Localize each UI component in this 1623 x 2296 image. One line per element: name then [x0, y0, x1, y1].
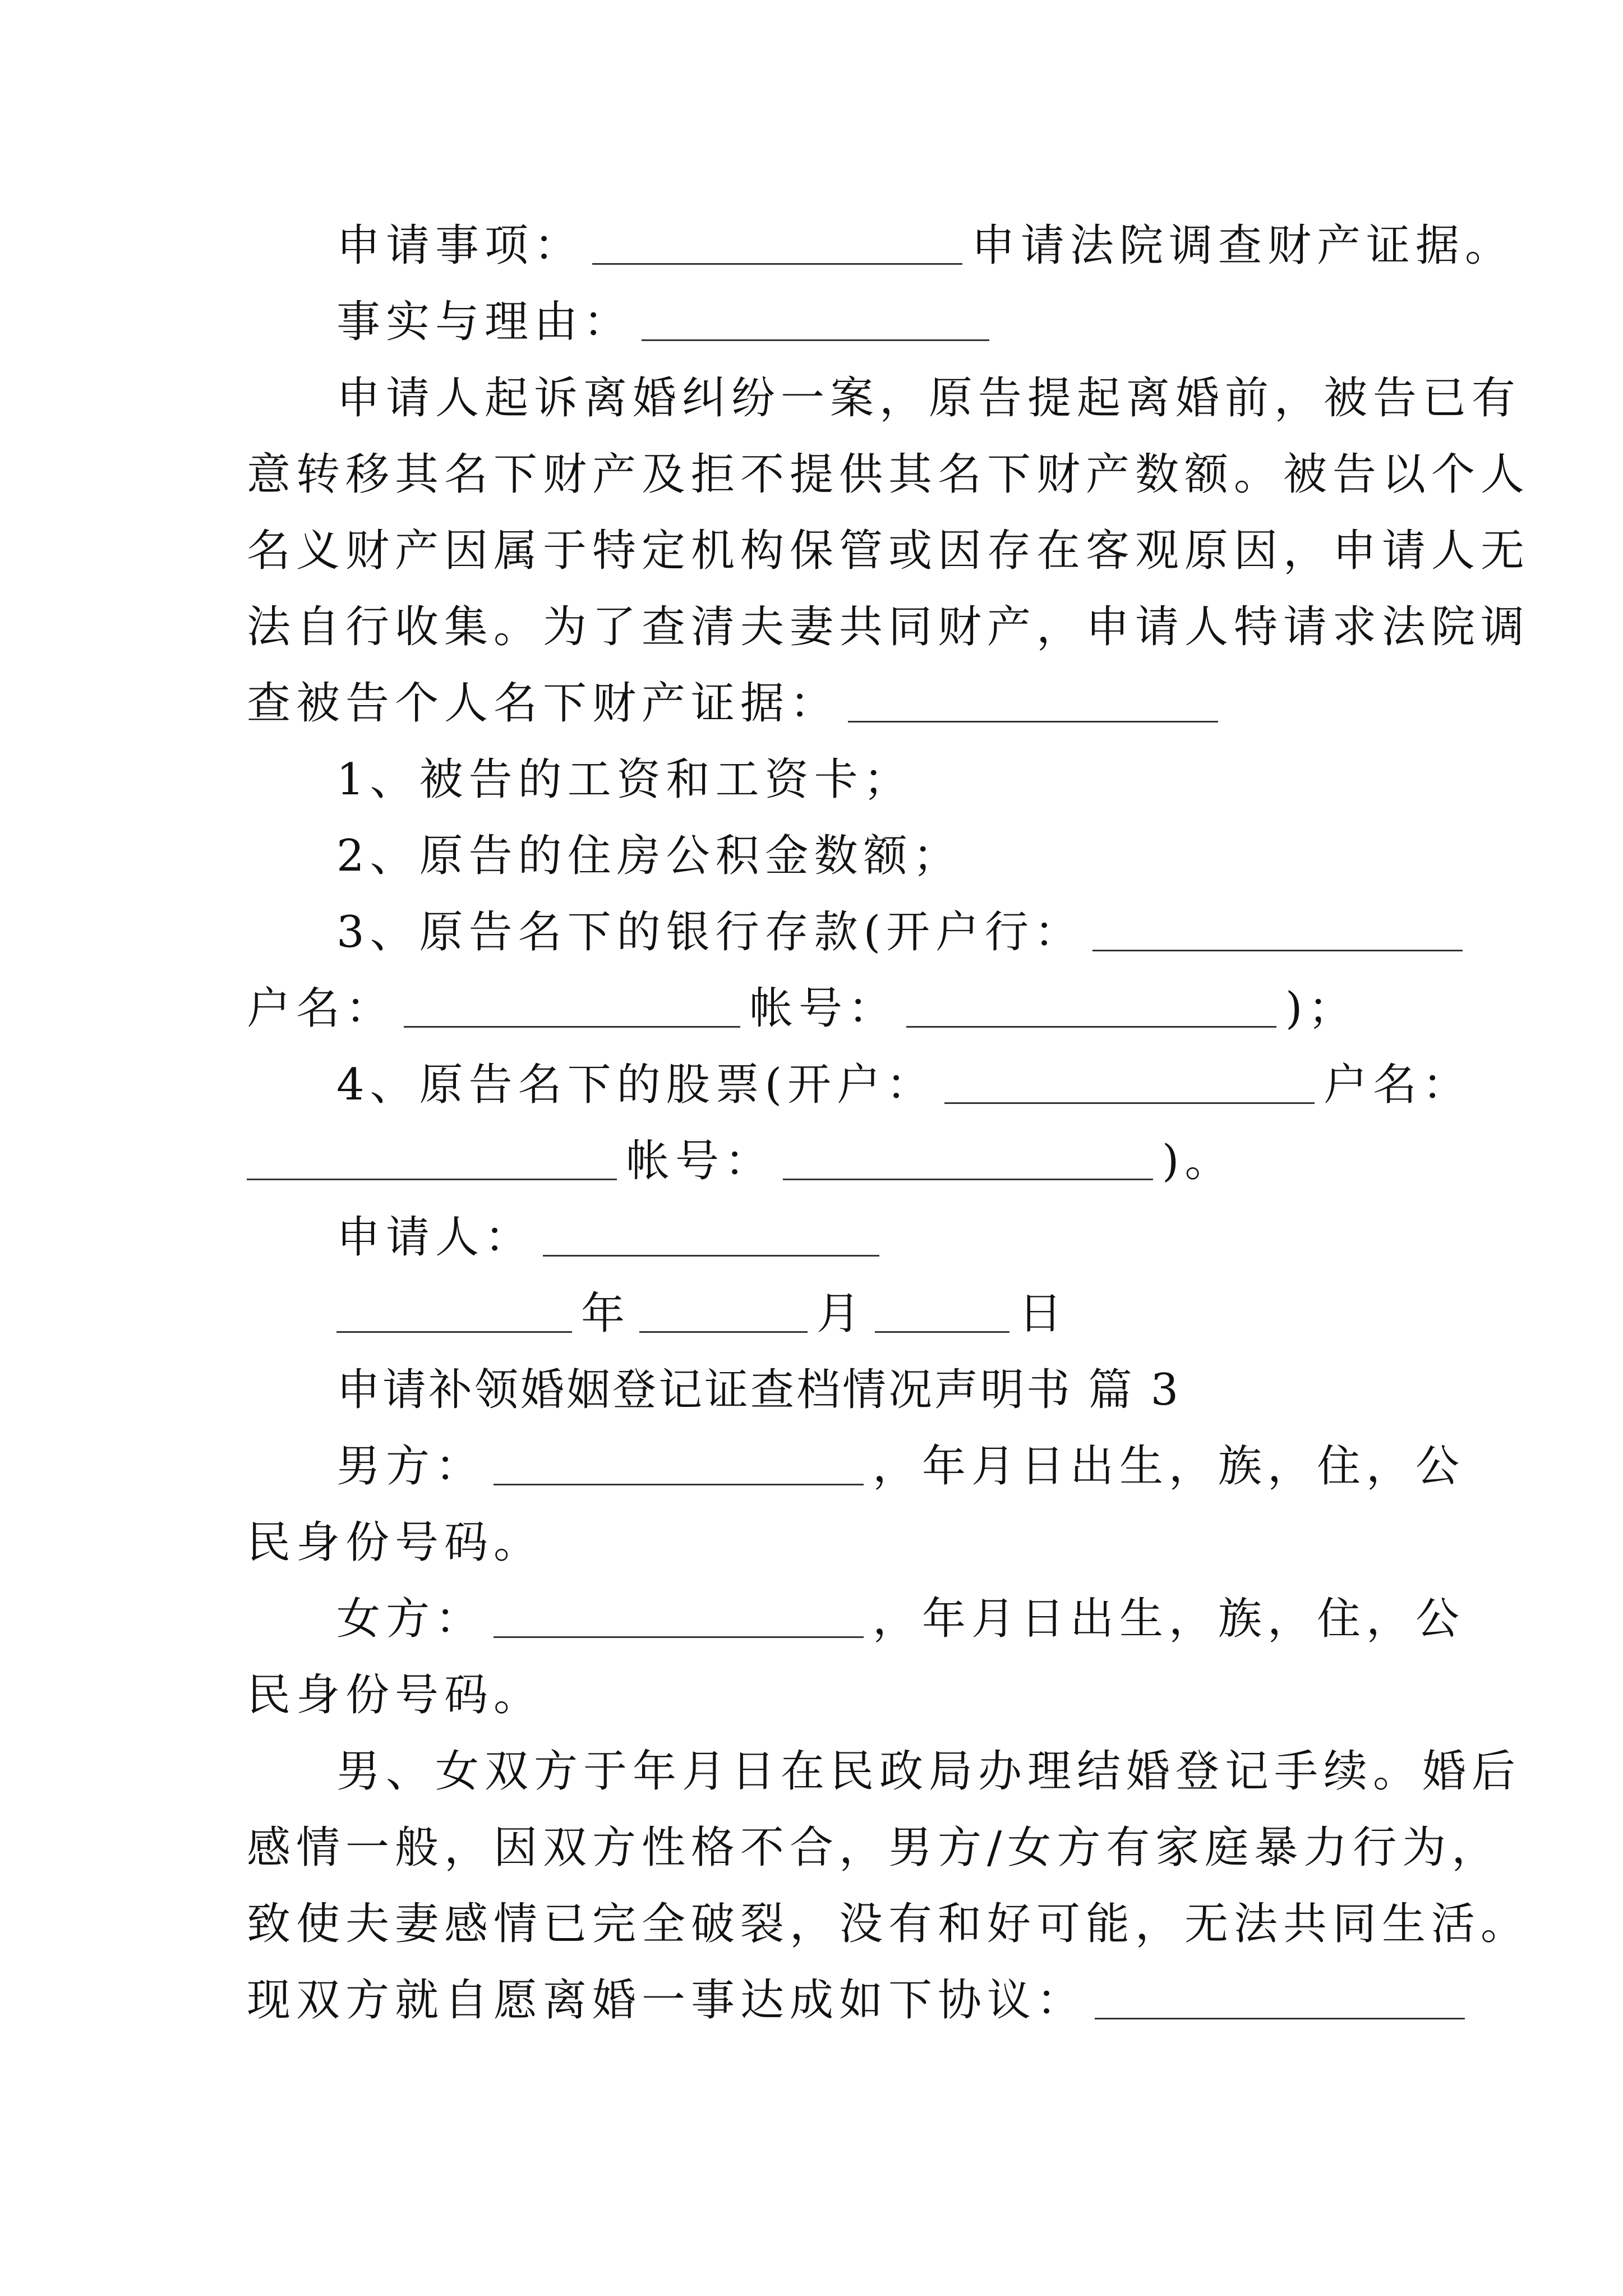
stock-account-blank[interactable]	[944, 1052, 1315, 1104]
facts-reasons-line	[336, 284, 1503, 360]
day-blank[interactable]	[875, 1281, 1009, 1333]
female-line-cont: 民身份号码。	[247, 1670, 543, 1720]
application-matters-blank[interactable]	[592, 213, 962, 265]
account-name-blank[interactable]	[404, 976, 740, 1028]
list-item-4-end: )。	[1162, 1136, 1234, 1186]
male-line	[336, 1428, 1503, 1504]
paragraph-text: 查被告个人名下财产证据：	[247, 678, 840, 729]
applicant-blank[interactable]	[543, 1204, 879, 1257]
male-line-cont: 民身份号码。	[247, 1517, 543, 1568]
bank-branch-blank[interactable]	[1092, 899, 1463, 951]
paragraph-line: 名义财产因属于特定机构保管或因存在客观原因，申请人无	[247, 526, 1530, 576]
account-number-blank[interactable]	[906, 976, 1276, 1028]
account-name-label: 户名：	[247, 983, 395, 1034]
applicant-label: 申请人：	[336, 1212, 534, 1263]
facts-reasons-label: 事实与理由：	[336, 297, 633, 347]
paragraph-line: 感情一般，因双方性格不合，男方/女方有家庭暴力行为，	[247, 1823, 1501, 1873]
paragraph-line: 申请人起诉离婚纠纷一案，原告提起离婚前，被告已有	[336, 373, 1521, 424]
male-text: ，年月日出生，族，住，公	[873, 1441, 1465, 1492]
paragraph-line	[247, 665, 1413, 742]
female-line	[336, 1581, 1503, 1657]
paragraph-line: 意转移其名下财产及拒不提供其名下财产数额。被告以个人	[247, 449, 1530, 500]
month-label: 月	[817, 1289, 866, 1339]
date-line	[336, 1276, 1503, 1352]
male-label: 男方：	[336, 1441, 485, 1492]
application-matters-line	[336, 208, 1515, 284]
paragraph-text: 现双方就自愿离婚一事达成如下协议：	[247, 1975, 1086, 2026]
applicant-line	[336, 1199, 1503, 1276]
paragraph-line: 男、女双方于年月日在民政局办理结婚登记手续。婚后	[336, 1746, 1521, 1797]
list-item-4-text: 4、原告名下的股票(开户：	[336, 1060, 936, 1110]
stock-number-blank[interactable]	[783, 1128, 1153, 1180]
facts-reasons-blank[interactable]	[642, 289, 989, 341]
list-item-2: 2、原告的住房公积金数额；	[336, 831, 962, 881]
female-text: ，年月日出生，族，住，公	[873, 1594, 1465, 1644]
list-item-3	[336, 894, 1503, 970]
list-item-3-end: )；	[1285, 983, 1358, 1034]
section-title: 申请补领婚姻登记证查档情况声明书 篇 3	[336, 1365, 1181, 1415]
year-blank[interactable]	[336, 1281, 572, 1333]
account-number-label: 帐号：	[749, 983, 898, 1034]
stock-name-label: 户名：	[1324, 1060, 1472, 1110]
stock-number-label: 帐号：	[626, 1136, 774, 1186]
year-label: 年	[581, 1289, 631, 1339]
list-item-4	[336, 1047, 1503, 1123]
evidence-blank[interactable]	[848, 670, 1218, 723]
month-blank[interactable]	[639, 1281, 808, 1333]
list-item-3-cont	[247, 970, 1413, 1047]
list-item-4-cont	[247, 1123, 1413, 1199]
application-matters-text: 申请法院调查财产证据。	[971, 220, 1515, 271]
male-name-blank[interactable]	[494, 1433, 864, 1485]
day-label: 日	[1018, 1289, 1068, 1339]
list-item-1: 1、被告的工资和工资卡；	[336, 754, 913, 805]
list-item-3-text: 3、原告名下的银行存款(开户行：	[336, 907, 1084, 958]
paragraph-line: 致使夫妻感情已完全破裂，没有和好可能，无法共同生活。	[247, 1899, 1530, 1949]
stock-name-blank[interactable]	[247, 1128, 617, 1180]
paragraph-line: 法自行收集。为了查清夫妻共同财产，申请人特请求法院调	[247, 602, 1530, 652]
female-name-blank[interactable]	[494, 1586, 864, 1638]
paragraph-line	[247, 1962, 1413, 2039]
application-matters-label: 申请事项：	[336, 220, 584, 271]
female-label: 女方：	[336, 1594, 485, 1644]
agreement-blank[interactable]	[1095, 1967, 1465, 2019]
